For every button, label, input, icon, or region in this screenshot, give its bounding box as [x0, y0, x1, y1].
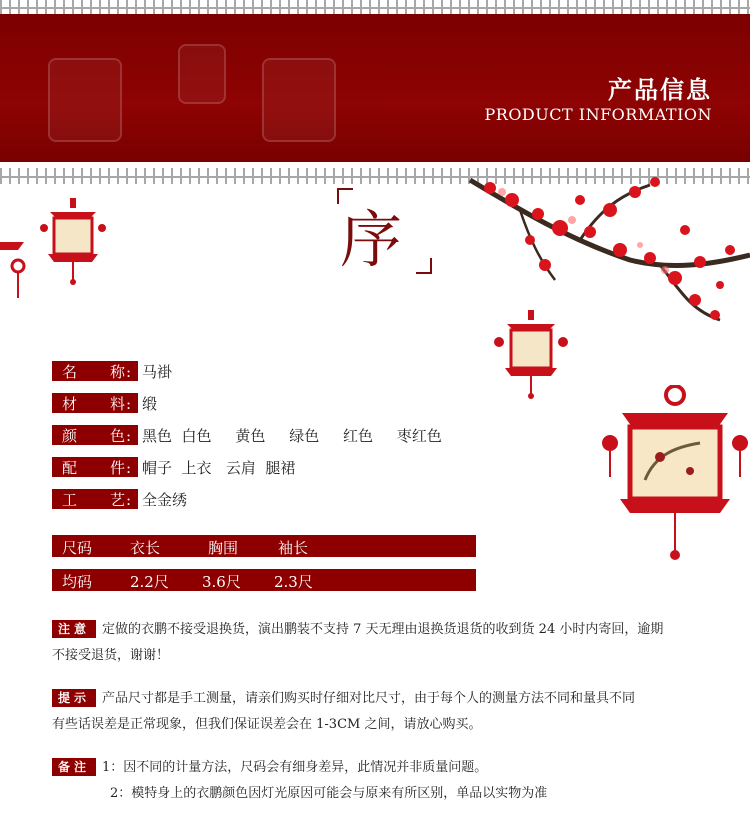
ghost-lantern-icon	[262, 58, 336, 142]
header-title-cn: 产品信息	[608, 76, 712, 104]
info-value: 全金绣	[142, 490, 188, 509]
note-tag: 备注	[52, 758, 96, 776]
note-line: 定做的衣鹏不接受退换货，演出鹏装不支持 7 天无理由退换货退货的收到货 24 小时内寄回，逾期	[102, 622, 664, 637]
size-cell: 3.6尺	[202, 573, 241, 591]
ghost-lantern-icon	[178, 44, 226, 104]
info-label	[52, 489, 138, 509]
size-header-cell: 胸围	[208, 539, 239, 557]
header-banner	[0, 0, 750, 192]
info-label	[52, 457, 138, 477]
info-label	[52, 425, 138, 445]
lantern-icon	[600, 385, 750, 565]
size-cell: 2.2尺	[130, 573, 169, 591]
info-label-b: 料:	[109, 394, 132, 413]
info-label-b: 称:	[109, 362, 132, 381]
size-header-cell: 衣长	[130, 539, 161, 557]
info-row-material	[52, 393, 157, 413]
info-value: 黑色 白色 黄色 绿色 红色 枣红色	[142, 426, 442, 445]
info-label-b: 件:	[109, 458, 132, 477]
info-value: 马褂	[142, 362, 173, 381]
size-table-header	[52, 535, 476, 557]
info-label-a: 材	[62, 394, 79, 413]
fret-border-top	[0, 0, 750, 14]
note-attention	[52, 617, 712, 669]
info-label-a: 工	[62, 490, 79, 509]
info-value: 缎	[142, 394, 158, 413]
size-header-cell: 尺码	[62, 539, 93, 557]
info-label-b: 艺:	[109, 490, 132, 509]
note-remark	[52, 755, 712, 807]
size-header-cell: 袖长	[278, 539, 309, 557]
note-tag: 提示	[52, 689, 96, 707]
info-label	[52, 393, 138, 413]
info-row-name	[52, 361, 172, 381]
bracket-right	[416, 258, 432, 274]
lantern-icon	[38, 198, 108, 288]
info-row-craft	[52, 489, 187, 509]
header-title-en: PRODUCT INFORMATION	[484, 105, 712, 124]
info-label-a: 配	[62, 458, 79, 477]
note-line: 2：模特身上的衣鹏颜色因灯光原因可能会与原来有所区别，单品以实物为准	[110, 786, 548, 801]
ghost-lantern-icon	[48, 58, 122, 142]
info-row-color	[52, 425, 442, 445]
note-line: 产品尺寸都是手工测量，请亲们购买时仔细对比尺寸，由于每个人的测量方法不同和量具不同	[102, 691, 636, 706]
size-table-row	[52, 569, 476, 591]
preface-char: 序	[340, 203, 403, 276]
info-row-accessories	[52, 457, 295, 477]
size-cell: 均码	[62, 573, 93, 591]
lantern-icon	[0, 236, 30, 306]
info-label	[52, 361, 138, 381]
size-cell: 2.3尺	[274, 573, 313, 591]
info-label-b: 色:	[109, 426, 132, 445]
note-tag: 注意	[52, 620, 96, 638]
note-line: 不接受退货，谢谢！	[52, 648, 170, 663]
info-value: 帽子 上衣 云肩 腿裙	[142, 458, 296, 477]
info-label-a: 颜	[62, 426, 79, 445]
note-line: 1：因不同的计量方法，尺码会有细身差异，此情况并非质量问题。	[102, 760, 488, 775]
lantern-icon	[493, 310, 569, 400]
info-label-a: 名	[62, 362, 79, 381]
note-line: 有些话误差是正常现象，但我们保证误差会在 1-3CM 之间，请放心购买。	[52, 717, 482, 732]
note-tip	[52, 686, 712, 738]
